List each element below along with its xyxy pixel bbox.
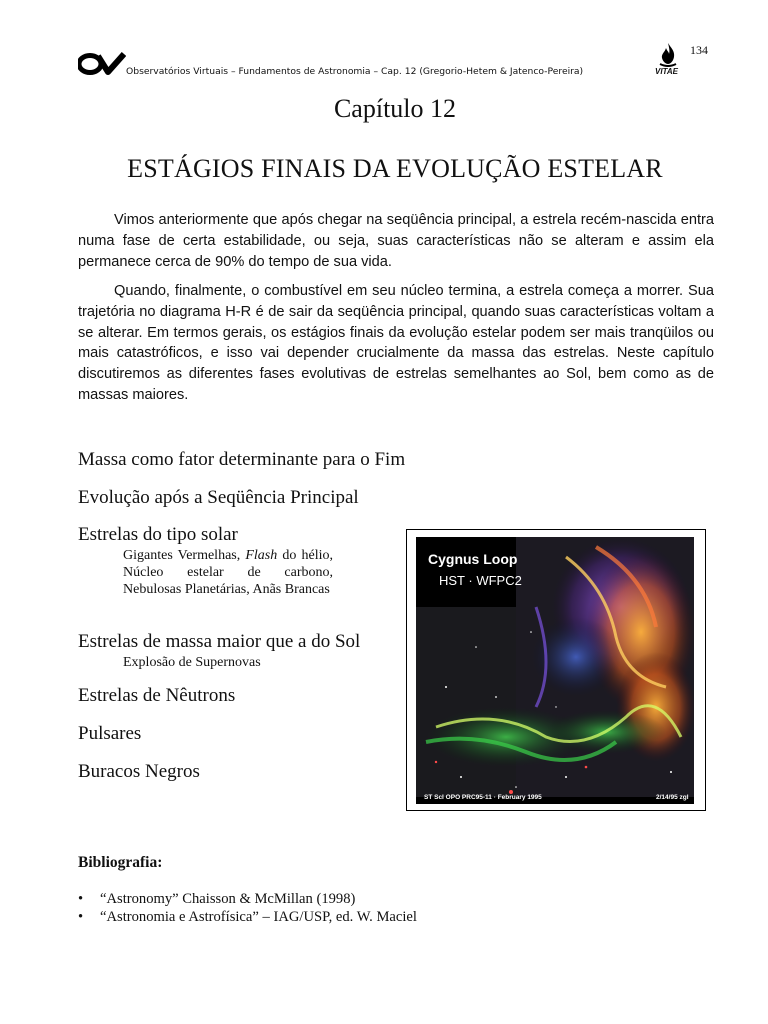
topic-massa: Massa como fator determinante para o Fim (78, 449, 406, 470)
bullet-icon: • (78, 891, 84, 907)
image-date: 2/14/95 zgl (656, 794, 689, 801)
image-subtitle: HST · WFPC2 (439, 573, 522, 588)
subtopic-flash: Flash (245, 548, 278, 563)
intro-paragraph-1: Vimos anteriormente que após chegar na seqüência principal, a estrela recém-nascida entra numa fase de certa estabilidade, ou seja, suas características não se alteram e assim ela permanece cerca de 90% do tempo de sua vida. (78, 212, 714, 270)
image-title: Cygnus Loop (428, 551, 518, 567)
topic-pulsares: Pulsares (78, 723, 142, 744)
vitae-label: VITAE (655, 67, 678, 76)
topic-neutrons: Estrelas de Nêutrons (78, 685, 236, 706)
topic-massa-maior-subtopic: Explosão de Supernovas (123, 655, 261, 670)
bullet-icon: • (78, 909, 84, 925)
running-header: Observatórios Virtuais – Fundamentos de Astronomia – Cap. 12 (Gregorio-Hetem & Jatenco-Pereira) (126, 66, 584, 77)
topic-tipo-solar-subtopics (123, 547, 333, 598)
chapter-title: ESTÁGIOS FINAIS DA EVOLUÇÃO ESTELAR (127, 154, 663, 183)
bibliography-title: Bibliografia: (78, 854, 163, 871)
bibliography-item (78, 909, 417, 926)
chapter-heading: Capítulo 12 (333, 94, 457, 123)
topic-massa-maior: Estrelas de massa maior que a do Sol (78, 631, 361, 652)
subtopic-text: Gigantes Vermelhas, (123, 548, 246, 563)
bibliography-item-text: “Astronomy” Chaisson & McMillan (1998) (100, 891, 356, 907)
topic-buracos-negros: Buracos Negros (78, 761, 200, 782)
bibliography-item-text: “Astronomia e Astrofísica” – IAG/USP, ed. W. Maciel (100, 909, 417, 925)
ov-logo-icon (78, 52, 126, 76)
page-number: 134 (690, 43, 708, 57)
intro-paragraph-2: Quando, finalmente, o combustível em seu núcleo termina, a estrela começa a morrer. Sua trajetória no diagrama H-R é de sair da seqüência principal, quando suas características voltam a se alterar. Em termos gerais, os estágios finais da evolução estelar podem ser mais tranqüilos ou mais catastróficos, e isso vai depender crucialmente da massa das estrelas. Neste capítulo discutiremos as diferentes fases evolutivas de estrelas semelhantes ao Sol, bem como as de massas maiores. (78, 283, 714, 403)
subtopic-text-rest: do hélio, Núcleo estelar de carbono, Nebulosas Planetárias, Anãs Brancas (123, 548, 333, 597)
cygnus-loop-image (416, 537, 694, 804)
image-credit: ST ScI OPO PRC95-11 · February 1995 (424, 794, 542, 801)
bibliography-item (78, 891, 355, 908)
topic-evolucao: Evolução após a Seqüência Principal (78, 487, 359, 508)
topic-tipo-solar: Estrelas do tipo solar (78, 524, 238, 545)
